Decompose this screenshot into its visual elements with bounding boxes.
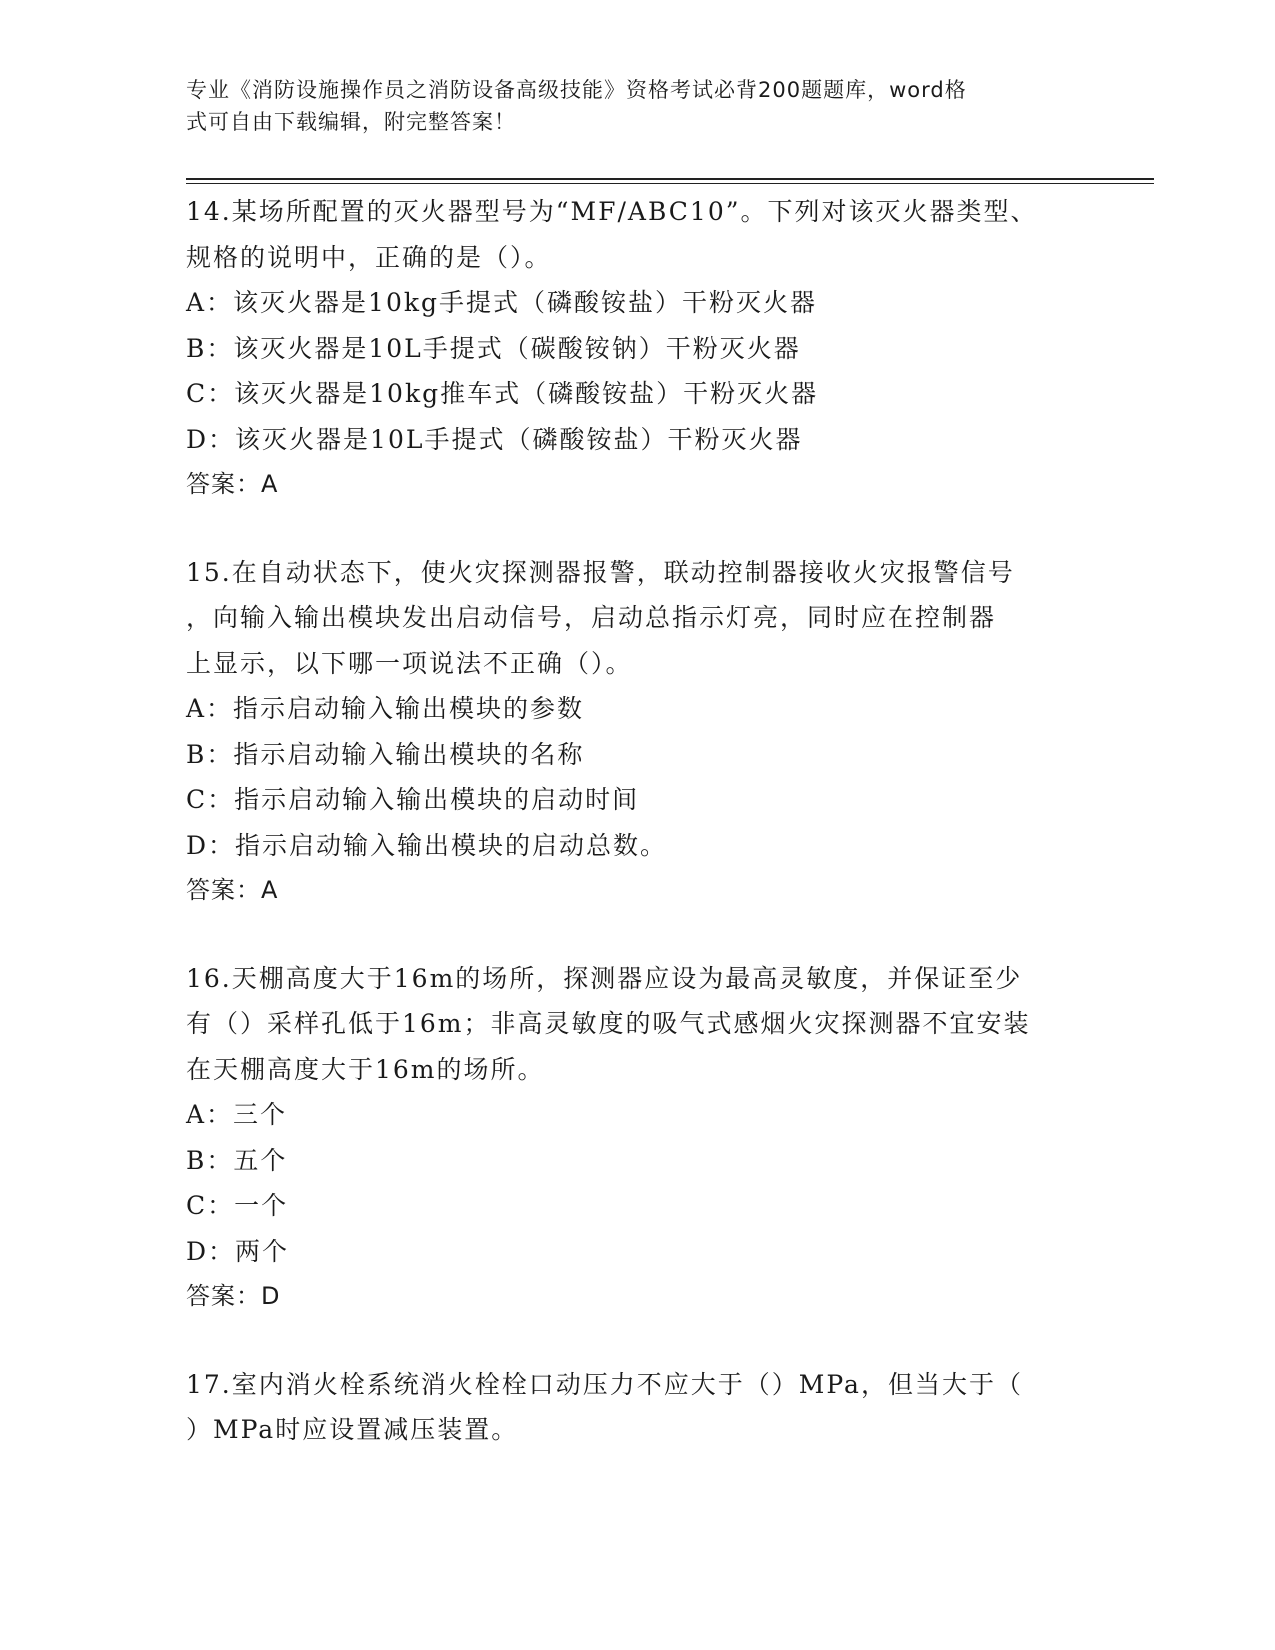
question-14-option-b: B：该灭火器是10L手提式（碳酸铵钠）干粉灭火器 xyxy=(186,333,801,363)
question-14-answer: 答案：A xyxy=(186,470,279,498)
question-16-line-3: 在天棚高度大于16m的场所。 xyxy=(186,1054,545,1084)
question-16-line-2: 有（）采样孔低于16m；非高灵敏度的吸气式感烟火灾探测器不宜安装 xyxy=(186,1009,1031,1038)
question-14-line-2: 规格的说明中，正确的是（）。 xyxy=(186,242,552,272)
question-15-option-b: B：指示启动输入输出模块的名称 xyxy=(186,739,585,769)
question-15-option-d: D：指示启动输入输出模块的启动总数。 xyxy=(186,830,668,860)
question-16-answer: 答案：D xyxy=(186,1282,281,1310)
question-14-line-1: 14.某场所配置的灭火器型号为“MF/ABC10”。下列对该灭火器类型、 xyxy=(186,197,1038,226)
header-rule-thin xyxy=(186,183,1154,184)
question-16-option-d: D：两个 xyxy=(186,1236,290,1266)
question-16-stem xyxy=(186,956,1086,1093)
question-14-stem xyxy=(186,189,1086,280)
question-15-option-c: C：指示启动输入输出模块的启动时间 xyxy=(186,785,640,814)
question-16-option-c: C：一个 xyxy=(186,1191,289,1220)
question-spacer xyxy=(186,508,1086,550)
header-rule-thick xyxy=(186,178,1154,180)
question-16-line-1: 16.天棚高度大于16m的场所，探测器应设为最高灵敏度，并保证至少 xyxy=(186,963,1023,993)
question-15-line-2: ，向输入输出模块发出启动信号，启动总指示灯亮，同时应在控制器 xyxy=(186,603,997,632)
question-17 xyxy=(186,1362,1086,1453)
document-header xyxy=(186,74,1066,138)
question-14 xyxy=(186,189,1086,508)
question-16 xyxy=(186,956,1086,1320)
question-15-line-1: 15.在自动状态下，使火灾探测器报警，联动控制器接收火灾报警信号 xyxy=(186,557,1015,587)
question-15-answer: 答案：A xyxy=(186,876,279,904)
question-14-option-c: C：该灭火器是10kg推车式（磷酸铵盐）干粉灭火器 xyxy=(186,379,819,408)
question-list xyxy=(186,189,1086,1453)
question-17-line-2: ）MPa时应设置减压装置。 xyxy=(186,1415,519,1444)
question-16-option-a: A：三个 xyxy=(186,1100,288,1129)
question-15 xyxy=(186,550,1086,914)
question-17-stem xyxy=(186,1362,1086,1453)
header-line-1: 专业《消防设施操作员之消防设备高级技能》资格考试必背200题题库，word格 xyxy=(186,78,967,102)
header-line-2: 式可自由下载编辑，附完整答案！ xyxy=(186,110,516,134)
question-15-line-3: 上显示，以下哪一项说法不正确（）。 xyxy=(186,648,633,678)
question-14-option-a: A：该灭火器是10kg手提式（磷酸铵盐）干粉灭火器 xyxy=(186,288,818,317)
question-17-line-1: 17.室内消火栓系统消火栓栓口动压力不应大于（）MPa，但当大于（ xyxy=(186,1369,1023,1399)
question-14-option-d: D：该灭火器是10L手提式（磷酸铵盐）干粉灭火器 xyxy=(186,424,803,454)
question-spacer xyxy=(186,914,1086,956)
question-spacer xyxy=(186,1320,1086,1362)
question-16-option-b: B：五个 xyxy=(186,1145,288,1175)
question-15-option-a: A：指示启动输入输出模块的参数 xyxy=(186,694,585,723)
question-15-stem xyxy=(186,550,1086,687)
